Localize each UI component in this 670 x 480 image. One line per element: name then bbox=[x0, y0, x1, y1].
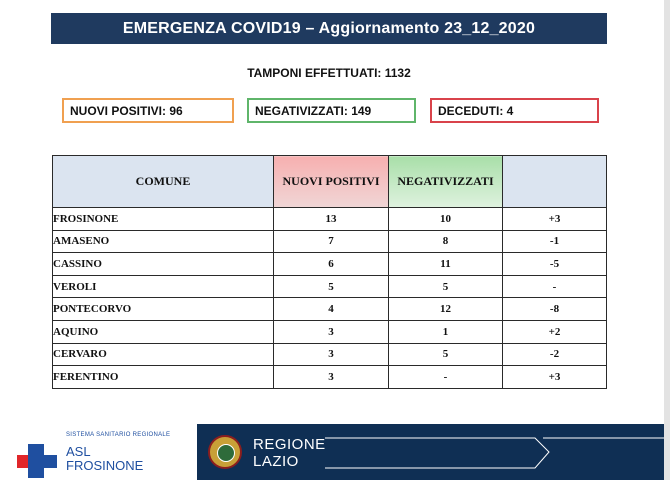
table-row bbox=[53, 298, 607, 321]
cell-comune: PONTECORVO bbox=[53, 298, 274, 321]
cell-differenza: -5 bbox=[503, 253, 607, 276]
nuovi-positivi-box: NUOVI POSITIVI: 96 bbox=[62, 98, 234, 123]
comuni-table bbox=[52, 155, 607, 389]
cell-differenza: -8 bbox=[503, 298, 607, 321]
cell-comune: FERENTINO bbox=[53, 366, 274, 389]
cell-differenza: -2 bbox=[503, 343, 607, 366]
lazio-emblem-icon bbox=[208, 435, 242, 469]
table-row bbox=[53, 253, 607, 276]
cell-negativizzati: - bbox=[389, 366, 503, 389]
cell-nuovi-positivi: 4 bbox=[274, 298, 389, 321]
cell-differenza: - bbox=[503, 275, 607, 298]
cell-nuovi-positivi: 3 bbox=[274, 320, 389, 343]
col-nuovi-positivi: NUOVI POSITIVI bbox=[274, 156, 389, 208]
regione-lazio-text bbox=[253, 436, 326, 470]
cell-differenza: +3 bbox=[503, 366, 607, 389]
regione-line2: LAZIO bbox=[253, 453, 299, 470]
asl-city: FROSINONE bbox=[66, 458, 144, 473]
cell-nuovi-positivi: 3 bbox=[274, 343, 389, 366]
cell-nuovi-positivi: 7 bbox=[274, 230, 389, 253]
asl-subtitle: SISTEMA SANITARIO REGIONALE bbox=[66, 432, 171, 438]
cell-nuovi-positivi: 6 bbox=[274, 253, 389, 276]
cell-differenza: +3 bbox=[503, 208, 607, 231]
deceduti-box: DECEDUTI: 4 bbox=[430, 98, 599, 123]
cell-negativizzati: 11 bbox=[389, 253, 503, 276]
col-negativizzati: NEGATIVIZZATI bbox=[389, 156, 503, 208]
regione-lazio-banner bbox=[197, 424, 670, 480]
table-row bbox=[53, 343, 607, 366]
cell-comune: AQUINO bbox=[53, 320, 274, 343]
cell-comune: FROSINONE bbox=[53, 208, 274, 231]
page-edge bbox=[664, 0, 670, 480]
cell-negativizzati: 5 bbox=[389, 275, 503, 298]
banner-chevron-lines bbox=[325, 436, 665, 470]
cell-negativizzati: 1 bbox=[389, 320, 503, 343]
negativizzati-box: NEGATIVIZZATI: 149 bbox=[247, 98, 416, 123]
regione-line1: REGIONE bbox=[253, 436, 326, 453]
table-row bbox=[53, 320, 607, 343]
col-comune: COMUNE bbox=[53, 156, 274, 208]
cell-nuovi-positivi: 5 bbox=[274, 275, 389, 298]
cell-comune: AMASENO bbox=[53, 230, 274, 253]
cell-differenza: -1 bbox=[503, 230, 607, 253]
cell-negativizzati: 10 bbox=[389, 208, 503, 231]
cell-nuovi-positivi: 13 bbox=[274, 208, 389, 231]
asl-cross-icon bbox=[17, 444, 57, 478]
asl-name: ASL bbox=[66, 444, 91, 459]
table-header-row bbox=[53, 156, 607, 208]
col-differenza bbox=[503, 156, 607, 208]
table-row bbox=[53, 230, 607, 253]
cell-negativizzati: 8 bbox=[389, 230, 503, 253]
cell-negativizzati: 5 bbox=[389, 343, 503, 366]
cell-differenza: +2 bbox=[503, 320, 607, 343]
cell-nuovi-positivi: 3 bbox=[274, 366, 389, 389]
cell-comune: VEROLI bbox=[53, 275, 274, 298]
table-row bbox=[53, 275, 607, 298]
table-row bbox=[53, 208, 607, 231]
asl-frosinone-logo bbox=[0, 420, 195, 480]
tamponi-total: TAMPONI EFFETTUATI: 1132 bbox=[247, 66, 411, 80]
cell-comune: CERVARO bbox=[53, 343, 274, 366]
page-title: EMERGENZA COVID19 – Aggiornamento 23_12_2020 bbox=[51, 13, 607, 44]
cell-negativizzati: 12 bbox=[389, 298, 503, 321]
table-body bbox=[53, 208, 607, 389]
table-row bbox=[53, 366, 607, 389]
cell-comune: CASSINO bbox=[53, 253, 274, 276]
